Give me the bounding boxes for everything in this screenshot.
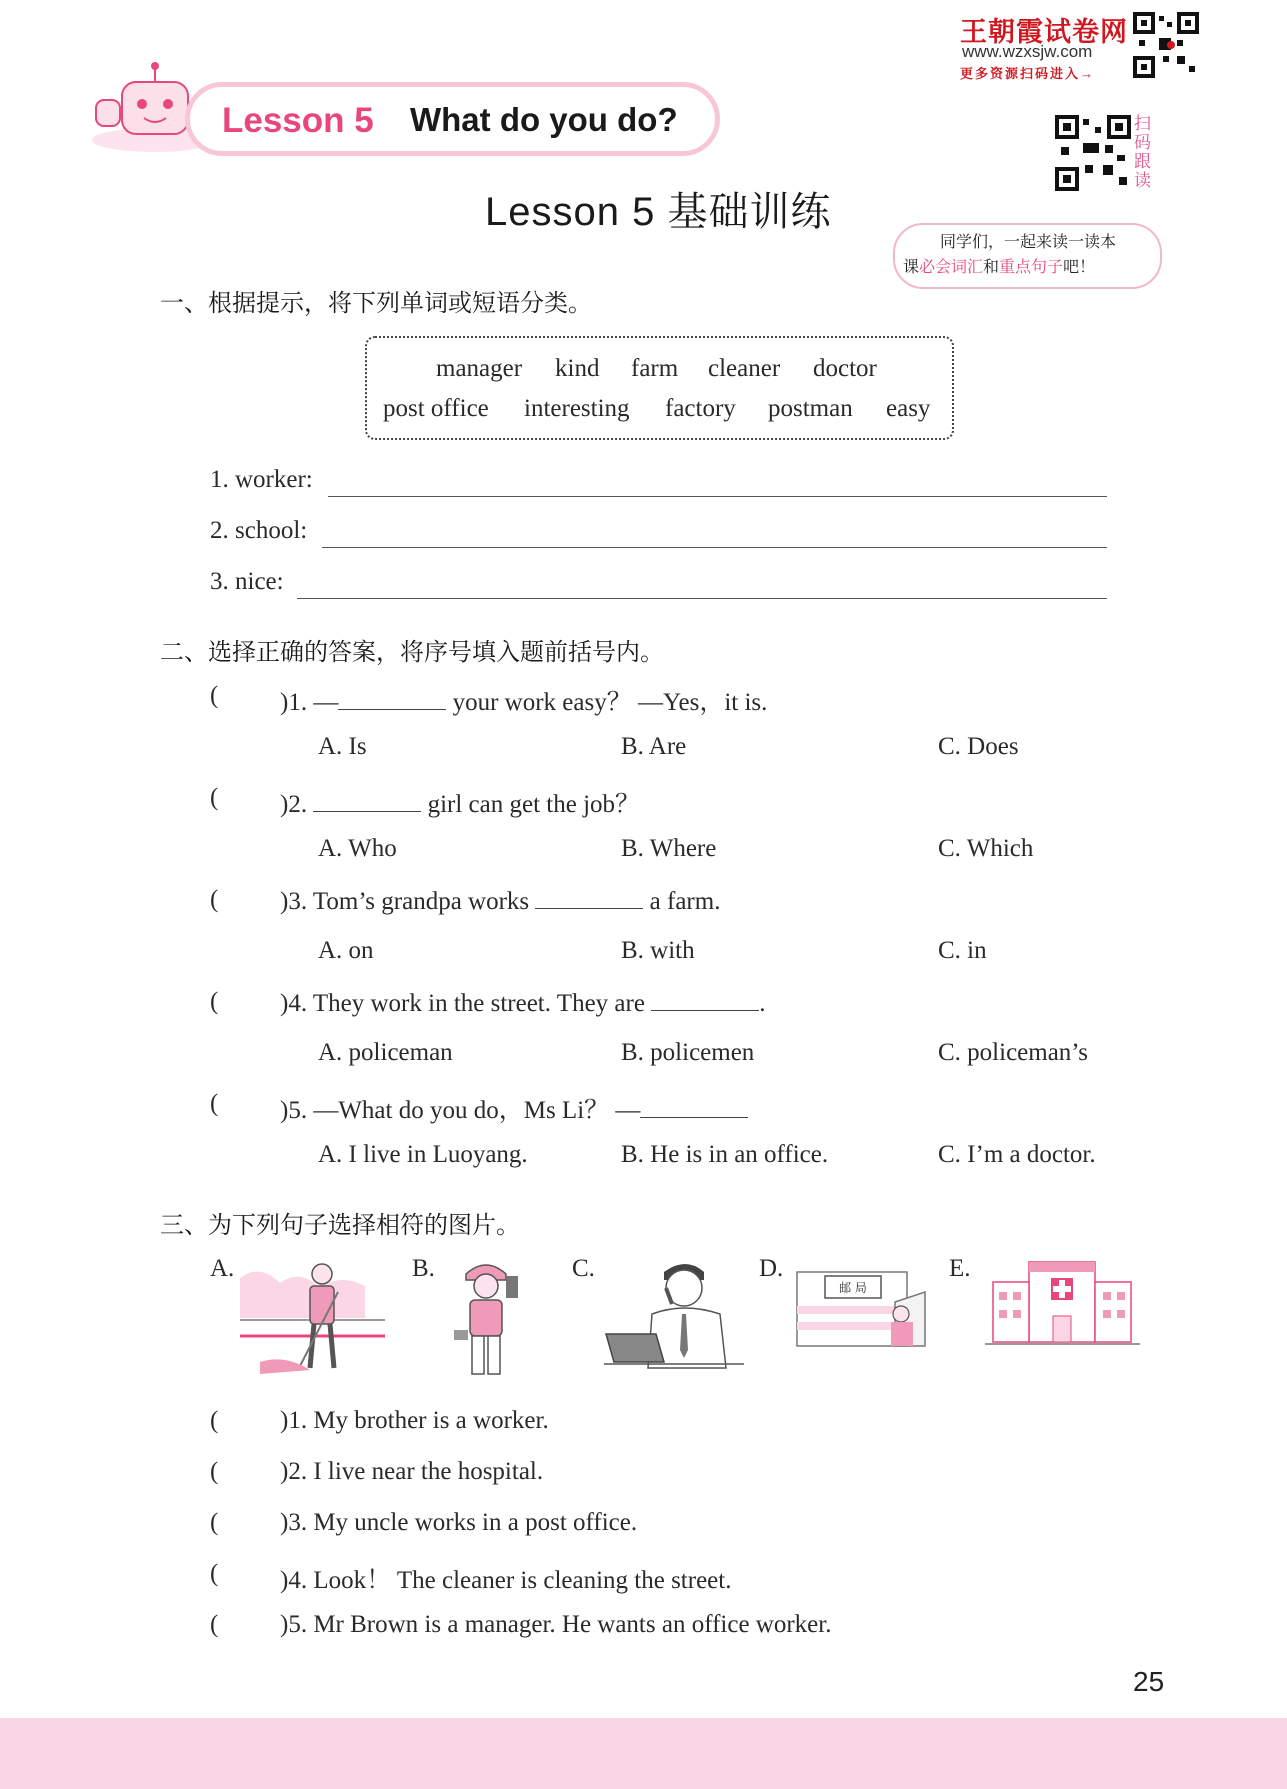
bubble-text: 课 [903, 259, 920, 276]
word-item: doctor [813, 355, 877, 382]
answer-line-nice[interactable] [297, 598, 1107, 599]
scan-label: 扫码跟读 [1134, 114, 1151, 190]
question-text: a farm. [643, 888, 721, 915]
answer-line-worker[interactable] [328, 496, 1107, 497]
question-text: )1. — [280, 689, 339, 716]
hospital-picture-icon[interactable] [985, 1256, 1140, 1351]
option-a[interactable]: A. I live in Luoyang. [318, 1141, 528, 1168]
word-item: kind [555, 355, 600, 382]
option-b[interactable]: B. He is in an office. [621, 1141, 829, 1168]
footer-band [0, 1718, 1287, 1789]
match-sentence-3: )3. My uncle works in a post office. [280, 1509, 638, 1536]
option-c[interactable]: C. Which [938, 835, 1034, 862]
question-text: . [759, 990, 766, 1017]
page-number: 25 [1133, 1666, 1165, 1697]
answer-line-school[interactable] [322, 547, 1107, 548]
option-c[interactable]: C. I’m a doctor. [938, 1141, 1096, 1168]
answer-paren[interactable]: ( [210, 988, 219, 1015]
answer-paren[interactable]: ( [210, 1458, 219, 1485]
post-office-picture-icon[interactable] [795, 1262, 935, 1352]
fill-blank[interactable] [640, 1095, 748, 1118]
question-text: )4. They work in the street. They are [280, 990, 652, 1017]
question-4 [280, 988, 765, 1018]
bubble-text: 和 [983, 259, 1000, 276]
fill-blank[interactable] [338, 687, 446, 710]
section-3-heading: 三、为下列句子选择相符的图片。 [160, 1212, 520, 1239]
question-5 [280, 1090, 748, 1126]
bubble-highlight: 必会词汇 [919, 259, 984, 276]
option-b[interactable]: B. policemen [621, 1039, 755, 1066]
brand-qr-code-icon[interactable] [1133, 12, 1199, 78]
word-item: farm [631, 355, 679, 382]
option-c[interactable]: C. in [938, 937, 987, 964]
question-text: )3. Tom’s grandpa works [280, 888, 536, 915]
word-item: easy [886, 395, 931, 422]
word-item: factory [665, 395, 736, 422]
category-label-school: 2. school: [210, 517, 308, 544]
match-sentence-4: )4. Look！ The cleaner is cleaning the street. [280, 1567, 732, 1594]
option-b[interactable]: B. Are [621, 733, 687, 760]
question-text: girl can get the job？ [421, 791, 641, 818]
word-box [365, 336, 954, 440]
question-1 [280, 682, 767, 718]
question-3 [280, 886, 720, 916]
brand-url[interactable]: www.wzxsjw.com [962, 42, 1093, 61]
picture-label-d: D. [759, 1255, 784, 1282]
category-label-worker: 1. worker: [210, 466, 313, 493]
category-label-nice: 3. nice: [210, 568, 284, 595]
bubble-line-2 [903, 254, 1095, 277]
question-text: your work easy？ —Yes，it is. [446, 689, 768, 716]
office-worker-laptop-picture-icon[interactable] [604, 1258, 744, 1373]
option-c[interactable]: C. Does [938, 733, 1019, 760]
answer-paren[interactable]: ( [210, 682, 219, 709]
question-text: )2. [280, 791, 314, 818]
bubble-highlight: 重点句子 [999, 259, 1064, 276]
option-a[interactable]: A. Is [318, 733, 367, 760]
picture-label-b: B. [412, 1255, 435, 1282]
answer-paren[interactable]: ( [210, 886, 219, 913]
question-2 [280, 784, 640, 820]
word-item: interesting [524, 395, 630, 422]
word-item: postman [768, 395, 853, 422]
brand-tagline: 更多资源扫码进入→ [960, 66, 1096, 81]
fill-blank[interactable] [313, 789, 421, 812]
word-item: cleaner [708, 355, 781, 382]
section-2-heading: 二、选择正确的答案，将序号填入题前括号内。 [160, 639, 664, 666]
read-along-qr-code-icon[interactable] [1055, 115, 1131, 191]
answer-paren[interactable]: ( [210, 1611, 219, 1638]
fill-blank[interactable] [651, 988, 759, 1011]
option-a[interactable]: A. Who [318, 835, 397, 862]
option-c[interactable]: C. policeman’s [938, 1039, 1088, 1066]
picture-label-e: E. [949, 1255, 971, 1282]
match-sentence-5: )5. Mr Brown is a manager. He wants an office worker. [280, 1611, 832, 1638]
option-a[interactable]: A. on [318, 937, 374, 964]
page-title: Lesson 5 基础训练 [485, 190, 832, 234]
answer-paren[interactable]: ( [210, 784, 219, 811]
section-1-heading: 一、根据提示，将下列单词或短语分类。 [160, 290, 592, 317]
picture-label-a: A. [210, 1255, 235, 1282]
match-sentence-1: )1. My brother is a worker. [280, 1407, 549, 1434]
option-b[interactable]: B. Where [621, 835, 717, 862]
answer-paren[interactable]: ( [210, 1090, 219, 1117]
question-text: )5. —What do you do，Ms Li？ — [280, 1097, 641, 1124]
option-b[interactable]: B. with [621, 937, 695, 964]
worker-girl-picture-icon[interactable] [446, 1256, 526, 1386]
street-cleaner-picture-icon[interactable] [240, 1258, 385, 1378]
brand-name: 王朝霞试卷网 [960, 17, 1128, 47]
answer-paren[interactable]: ( [210, 1560, 219, 1587]
answer-paren[interactable]: ( [210, 1509, 219, 1536]
banner-lesson: Lesson 5 [222, 101, 374, 140]
fill-blank[interactable] [535, 886, 643, 909]
banner-title: What do you do? [410, 101, 678, 138]
word-item: manager [436, 355, 523, 382]
answer-paren[interactable]: ( [210, 1407, 219, 1434]
word-item: post office [383, 395, 489, 422]
option-a[interactable]: A. policeman [318, 1039, 453, 1066]
match-sentence-2: )2. I live near the hospital. [280, 1458, 544, 1485]
post-office-sign: 邮 局 [839, 1281, 867, 1295]
bubble-line-1: 同学们，一起来读一读本 [940, 234, 1117, 251]
bubble-text: 吧！ [1063, 259, 1096, 276]
picture-label-c: C. [572, 1255, 595, 1282]
